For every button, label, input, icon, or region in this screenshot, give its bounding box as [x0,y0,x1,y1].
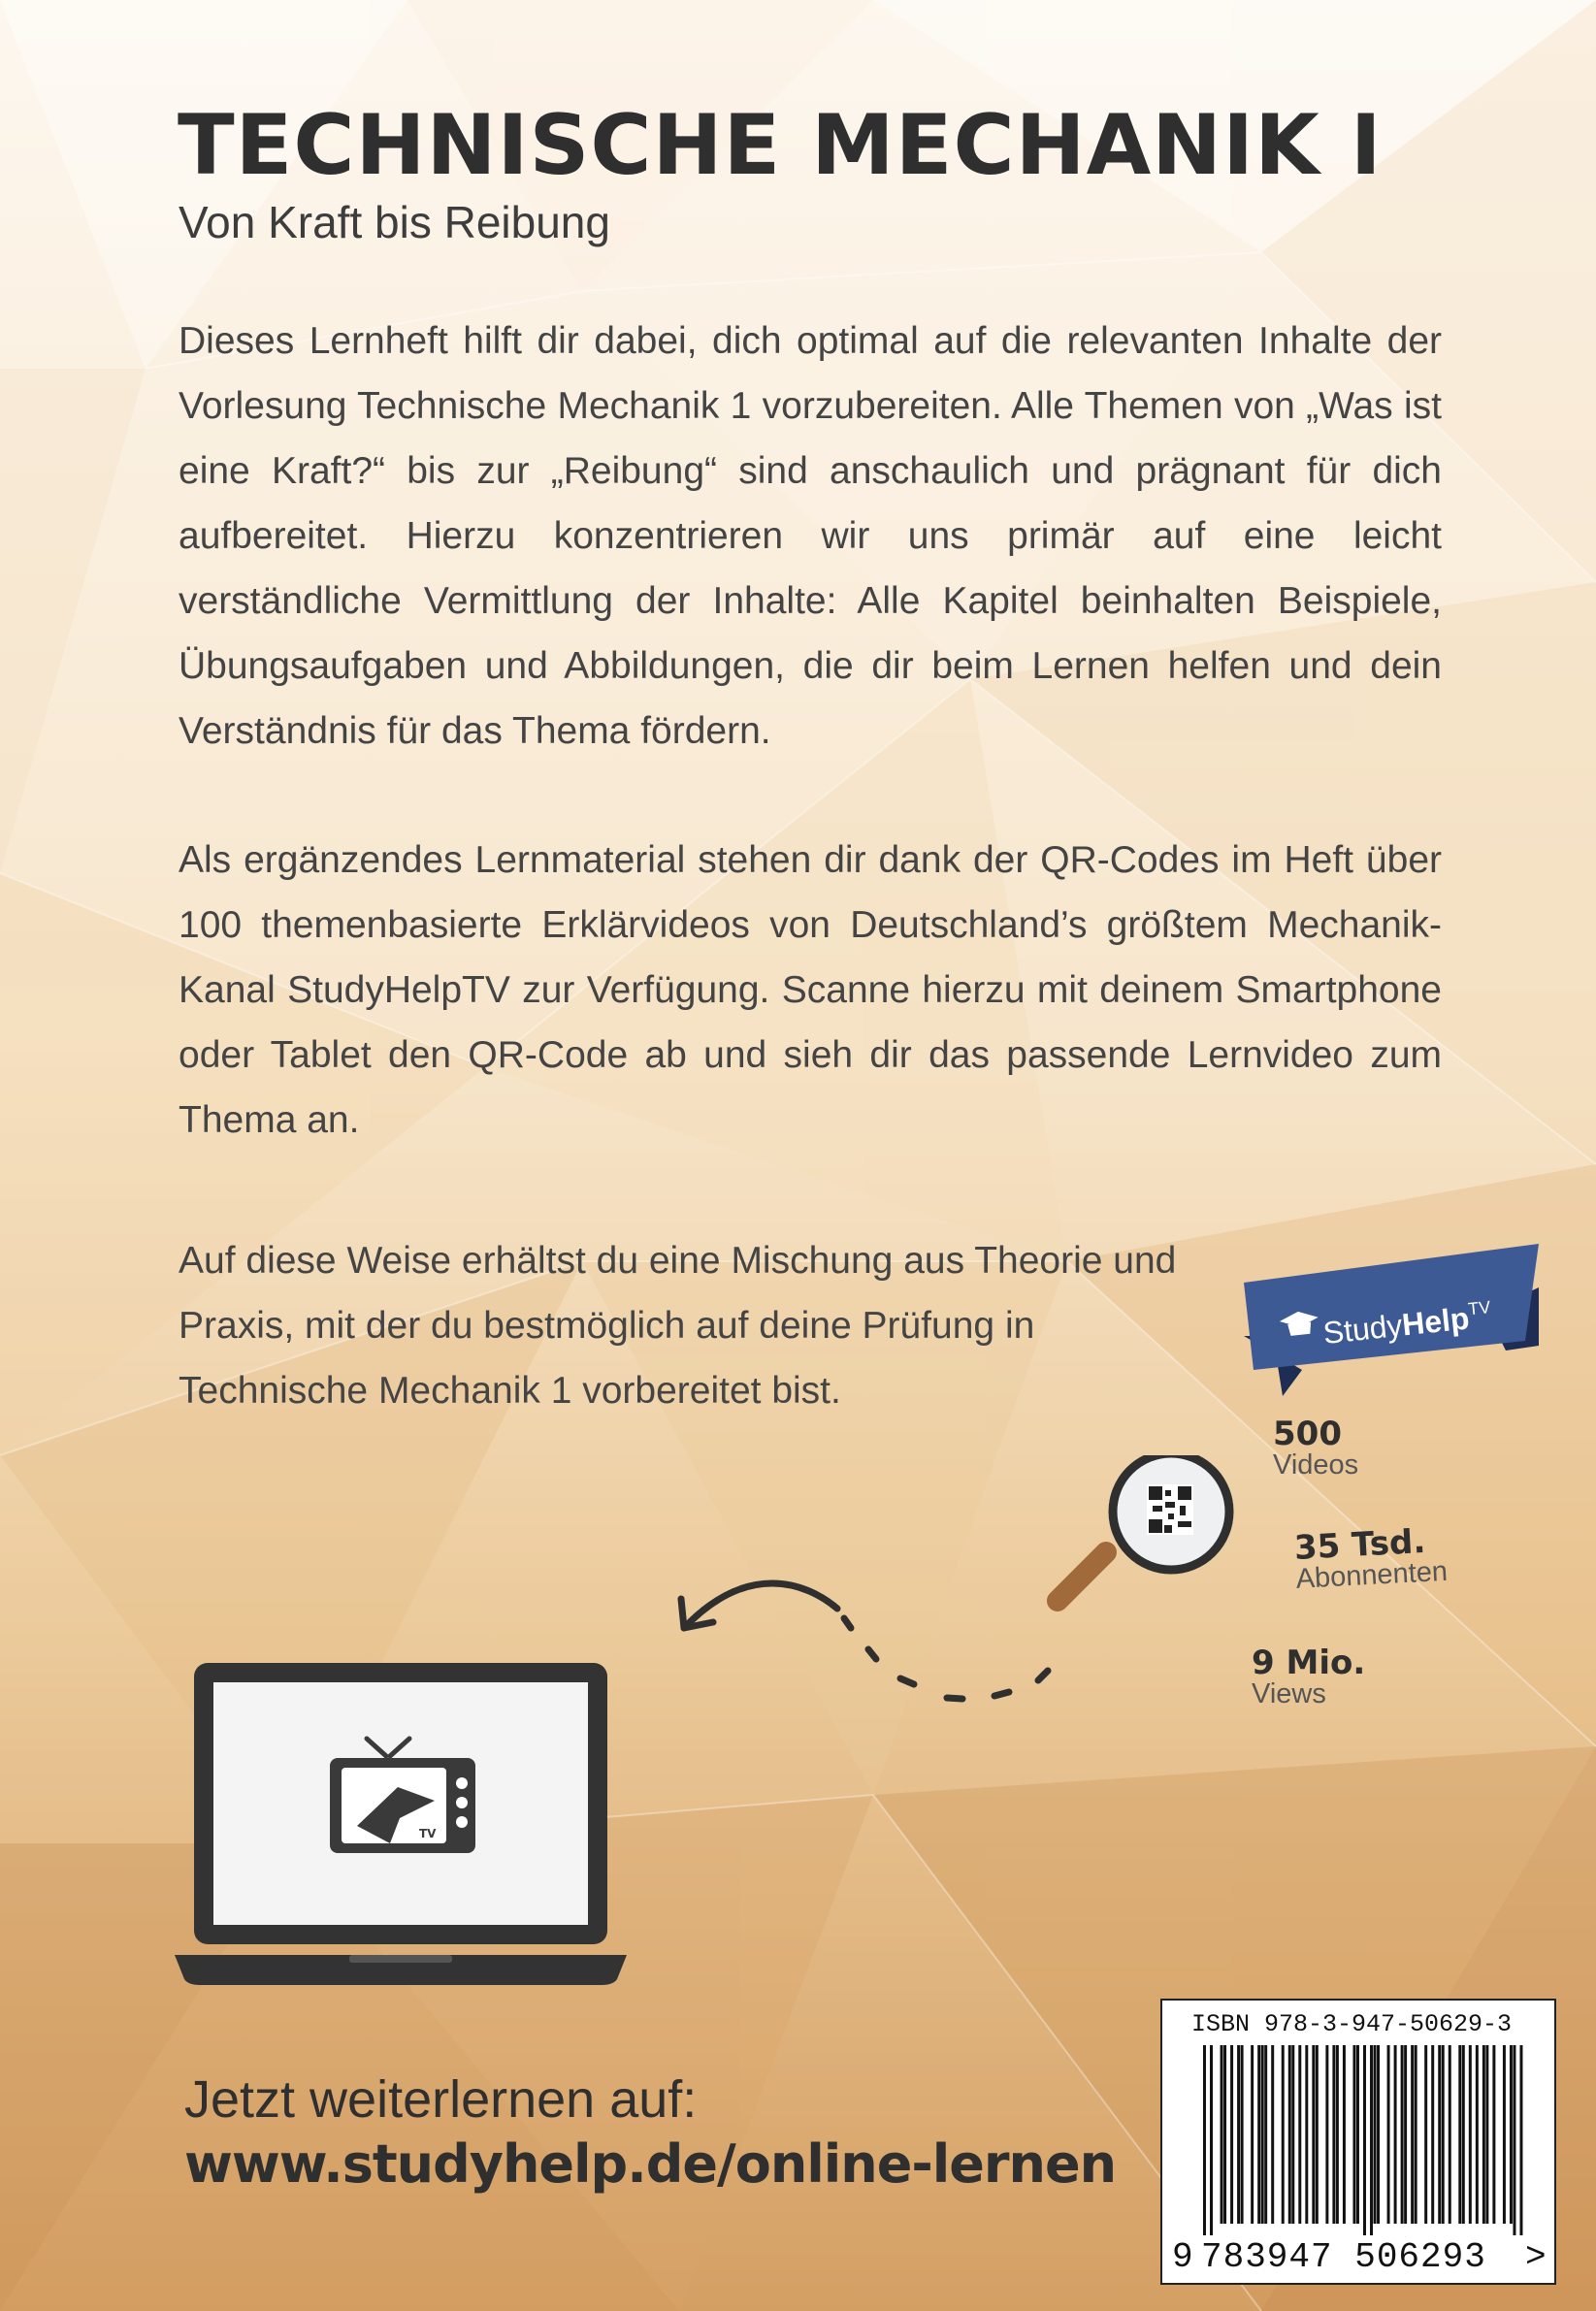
barcode-bar [1404,2045,1407,2224]
cta-url[interactable]: www.studyhelp.de/online-lernen [184,2133,1117,2195]
barcode-bar [1305,2045,1308,2224]
barcode-bar [1503,2045,1506,2224]
stat-label: Videos [1273,1449,1359,1481]
barcode-bar [1352,2045,1355,2224]
laptop-icon [175,1659,631,1989]
barcode-bar [1469,2045,1472,2224]
isbn-lead-digit: 9 [1172,2237,1193,2277]
isbn-label: ISBN 978-3-947-50629-3 [1191,2010,1513,2038]
barcode-bar [1424,2045,1427,2224]
barcode-bar [1492,2045,1495,2224]
barcode-bar [1482,2045,1485,2224]
barcode-bar [1343,2045,1346,2224]
barcode-bar [1370,2045,1373,2235]
closing-paragraph: Auf diese Weise erhältst du eine Mischung aus Theorie und Praxis, mit der du bestmöglich auf deine Prüfung in Technische Mechanik 1 vorbereitet bist. [179,1240,1177,1412]
barcode-bar [1401,2045,1404,2224]
svg-text:TV: TV [419,1827,437,1840]
stat-label: Views [1252,1678,1326,1709]
barcode-bar [1282,2045,1285,2224]
barcode-bar [1264,2045,1267,2224]
barcode-bar [1251,2045,1254,2224]
barcode-bar [1288,2045,1291,2224]
call-to-action [184,2069,1116,2195]
barcode-bar [1513,2045,1515,2235]
barcode-bar [1387,2045,1390,2224]
stat-videos [1273,1415,1358,1481]
stat-views [1252,1644,1365,1710]
barcode-bar [1332,2045,1335,2224]
barcode-bar [1230,2045,1233,2224]
cta-headline: Jetzt weiterlernen auf: [184,2070,698,2129]
book-subtitle: Von Kraft bis Reibung [179,197,610,247]
barcode-bar [1325,2045,1328,2224]
badge-brand-bold: Help [1400,1300,1472,1343]
stat-value: 500 [1273,1415,1342,1453]
barcode-bar [1442,2045,1445,2224]
barcode-bar [1221,2045,1223,2224]
barcode-bar [1356,2045,1359,2224]
barcode [1203,2045,1523,2235]
barcode-bar [1261,2045,1264,2224]
barcode-bar [1336,2045,1339,2224]
barcode-bar [1363,2045,1366,2235]
barcode-bar [1415,2045,1417,2224]
badge-brand-sup: TV [1467,1297,1492,1319]
barcode-bar [1411,2045,1414,2224]
studyhelp-badge [1244,1244,1539,1396]
barcode-bar [1203,2045,1206,2235]
qr-scan-illustration [660,1455,1261,1746]
barcode-bar [1223,2045,1226,2224]
barcode-bar [1237,2045,1240,2224]
stat-label: Abonnenten [1294,1555,1449,1595]
barcode-bar [1476,2045,1479,2224]
barcode-bar [1394,2045,1397,2224]
barcode-bar [1377,2045,1380,2224]
barcode-bar [1312,2045,1315,2224]
barcode-bar [1374,2045,1377,2224]
barcode-bar [1210,2045,1213,2235]
barcode-bar [1298,2045,1301,2224]
intro-paragraph: Dieses Lernheft hilft dir dabei, dich optimal auf die relevanten Inhalte der Vorlesung Technische Mechanik 1 vorzubereiten. Alle Themen von „Was ist eine Kraft?“ bis zur „Reibung“ sind anschaulich und prägnant für dich aufbereitet. Hierzu konzentrieren wir uns primär auf eine leicht verständliche Vermittlung der Inhalte: Alle Kapitel beinhalten Beispiele, Übungsaufgaben und Abbildungen, die dir beim Lernen helfen und dein Verständnis für das Thema fördern. [179,320,1442,752]
stat-value: 35 Tsd. [1293,1521,1427,1568]
barcode-bar [1438,2045,1441,2224]
barcode-bar [1519,2045,1522,2235]
stat-subscribers [1293,1521,1449,1596]
barcode-bar [1458,2045,1461,2224]
barcode-bar [1291,2045,1294,2224]
barcode-bar [1449,2045,1451,2224]
barcode-bar [1462,2045,1465,2224]
barcode-bar [1271,2045,1274,2224]
barcode-bar [1431,2045,1434,2224]
isbn-end-mark: > [1525,2237,1547,2277]
barcode-bar [1510,2045,1513,2224]
badge-brand-light: Study [1320,1307,1405,1351]
magnifier-qr-icon [1058,1455,1229,1601]
isbn-barcode-box [1160,1999,1556,2285]
barcode-bar [1241,2045,1244,2224]
curved-arrow-icon [681,1583,1048,1699]
barcode-bar [1257,2045,1260,2224]
isbn-digits: 783947 506293 [1201,2237,1486,2277]
videos-paragraph: Als ergänzendes Lernmaterial stehen dir dank der QR-Codes im Heft über 100 themenbasierte Erklärvideos von Deutschland’s größtem Mechanik-Kanal StudyHelpTV zur Verfügung. Scanne hierzu mit deinem Smartphone oder Tablet den QR-Code ab und sieh dir das passende Lernvideo zum Thema an. [179,839,1442,1141]
book-title: TECHNISCHE MECHANIK I [178,97,1383,194]
barcode-bar [1485,2045,1488,2224]
barcode-bar [1316,2045,1319,2224]
stat-value: 9 Mio. [1252,1644,1366,1682]
